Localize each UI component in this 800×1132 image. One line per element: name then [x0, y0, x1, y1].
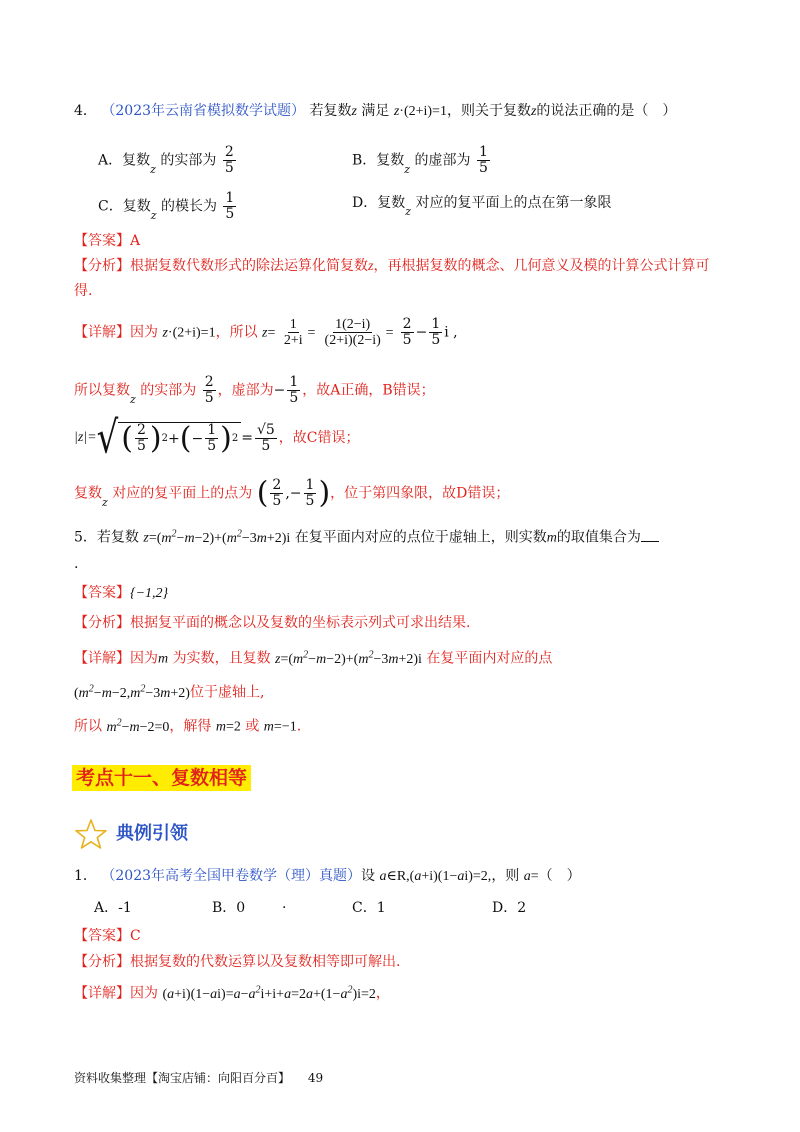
q4-source: （2023年云南省模拟数学试题）	[101, 103, 306, 119]
q1-source: （2023年高考全国甲卷数学（理）真题）	[101, 868, 362, 884]
footer	[74, 1068, 323, 1088]
footer-text: 资料收集整理【淘宝店铺：向阳百分百】	[74, 1071, 291, 1085]
section-title: 考点十一、复数相等	[72, 765, 251, 791]
q1-analysis: 【分析】根据复数的代数运算以及复数相等即可解出.	[74, 954, 401, 970]
example-heading: 典例引领	[74, 816, 188, 852]
q1-option-dot: ·	[282, 900, 287, 916]
q4-detail-2: 所以复数$_z$ 的实部为 $\frac{2}{5}$ ，虚部为− $\frac{1}{5}$ ，故A正确，B错误；	[74, 374, 435, 406]
q5-detail-1: 【详解】因为m 为实数，且复数 $z=(m^2-m-2)+(m^2-3m+2)i$ 在复平面内对应的点	[74, 649, 553, 667]
q1-detail: 【详解】因为 $(a+i)(1-ai)=a-a^2i+i+a=2a+(1-a^2)i=2$，	[74, 984, 390, 1002]
q4-answer: 【答案】A	[74, 233, 141, 249]
q1-option-a: A．-1	[94, 900, 132, 916]
q4-detail-1: 【详解】因为 z·(2+i)=1，所以 z= $\frac{1}{2+i}$ = $\frac{1(2-i)}{(2+i)(2-i)}$ = $\frac{2}{5}$ − $\frac{1}{5}$ i ,	[74, 316, 458, 348]
q1-option-b: B．0	[212, 900, 246, 916]
q4-option-a: A．复数$_z$ 的实部为 $\frac{2}{5}$	[98, 144, 234, 176]
q4-option-c: C．复数$_z$ 的模长为 $\frac{1}{5}$	[98, 190, 235, 222]
q4-analysis-cont: 得.	[74, 283, 93, 299]
q4-option-d: D．复数$_z$ 对应的复平面上的点在第一象限	[352, 195, 612, 218]
q5-answer: 【答案】{−1,2}	[74, 585, 169, 601]
q1-option-c: C．1	[352, 900, 386, 916]
q4-analysis: 【分析】根据复数代数形式的除法运算化简复数z，再根据复数的概念、几何意义及模的计算公式计算可	[74, 258, 710, 274]
q5-stem: 5．若复数 $z=(m^2-m-2)+(m^2-3m+2)i$ 在复平面内对应的点位于虚轴上，则实数m的取值集合为	[74, 524, 659, 549]
q4-detail-3: |z|= √ ( $\frac{2}{5}$ ) 2 + ( − $\frac{1}{5}$ ) 2 = $\frac{√5}{5}$ ，故C错误；	[74, 412, 360, 464]
star-icon	[74, 818, 108, 850]
q5-analysis: 【分析】根据复平面的概念以及复数的坐标表示列式可求出结果.	[74, 615, 471, 631]
q4-stem: 4． （2023年云南省模拟数学试题） 若复数z 满足 z·(2+i)=1，则关于复数z的说法正确的是（ ）	[74, 103, 677, 119]
q4-detail-4: 复数$_z$ 对应的复平面上的点为 ( $\frac{2}{5}$ ,− $\frac{1}{5}$ )，位于第四象限，故D错误；	[74, 475, 510, 511]
q5-stem-tail: .	[74, 556, 79, 572]
page-number: 49	[307, 1071, 324, 1085]
q4-option-b: B．复数$_z$ 的虚部为 $\frac{1}{5}$	[352, 144, 488, 176]
q1-option-d: D．2	[492, 900, 527, 916]
q5-detail-2: $(m^2-m-2,m^2-3m+2)$位于虚轴上,	[74, 683, 265, 701]
section-title-wrap	[72, 765, 251, 791]
answer-blank	[641, 527, 659, 542]
q4-number: 4．	[74, 103, 97, 119]
q1-answer: 【答案】C	[74, 928, 141, 944]
q1-stem: 1． （2023年高考全国甲卷数学（理）真题）设 a∈R,(a+i)(1−ai)=2,，则 a=（ ）	[74, 868, 581, 884]
q5-detail-3: 所以 $m^2-m-2=0$，解得 m=2 或 m=−1.	[74, 717, 302, 735]
